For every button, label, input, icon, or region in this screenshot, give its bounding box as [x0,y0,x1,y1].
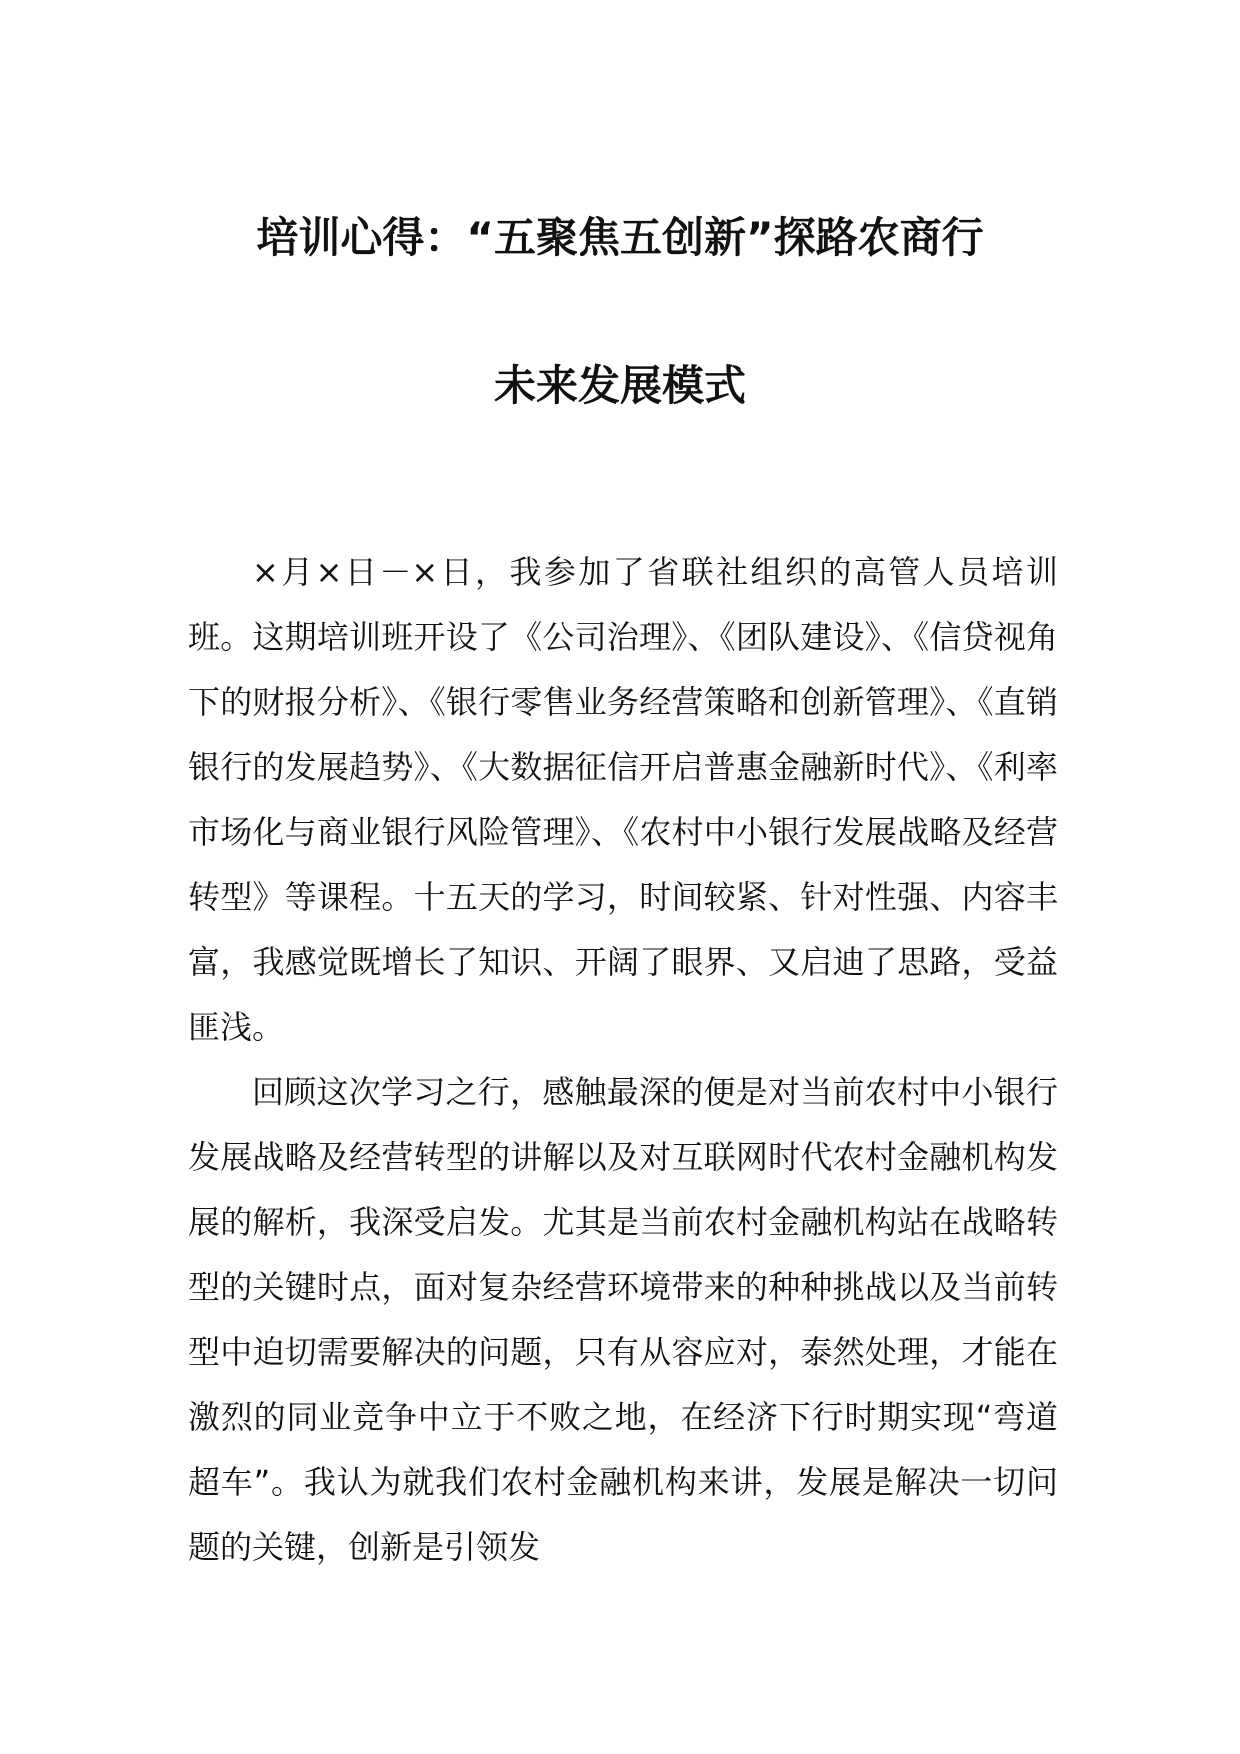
body-paragraph: 回顾这次学习之行，感触最深的便是对当前农村中小银行发展战略及经营转型的讲解以及对互联网时代农村金融机构发展的解析，我深受启发。尤其是当前农村金融机构站在战略转型的关键时点，面对复杂经营环境带来的种种挑战以及当前转型中迫切需要解决的问题，只有从容应对，泰然处理，才能在激烈的同业竞争中立于不败之地，在经济下行时期实现“弯道超车”。我认为就我们农村金融机构来讲，发展是解决一切问题的关键，创新是引领发 [188,1073,1058,1566]
document-title-line-1: 培训心得：“五聚焦五创新”探路农商行 [256,213,984,262]
document-body [188,540,1058,1580]
body-paragraph: ×月×日－×日，我参加了省联社组织的高管人员培训班。这期培训班开设了《公司治理》、《团队建设》、《信贷视角下的财报分析》、《银行零售业务经营策略和创新管理》、《直销银行的发展趋势》、《大数据征信开启普惠金融新时代》、《利率市场化与商业银行风险管理》、《农村中小银行发展战略及经营转型》等课程。十五天的学习，时间较紧、针对性强、内容丰富，我感觉既增长了知识、开阔了眼界、又启迪了思路，受益匪浅。 [188,553,1058,1046]
document-title-line-2: 未来发展模式 [493,361,746,410]
